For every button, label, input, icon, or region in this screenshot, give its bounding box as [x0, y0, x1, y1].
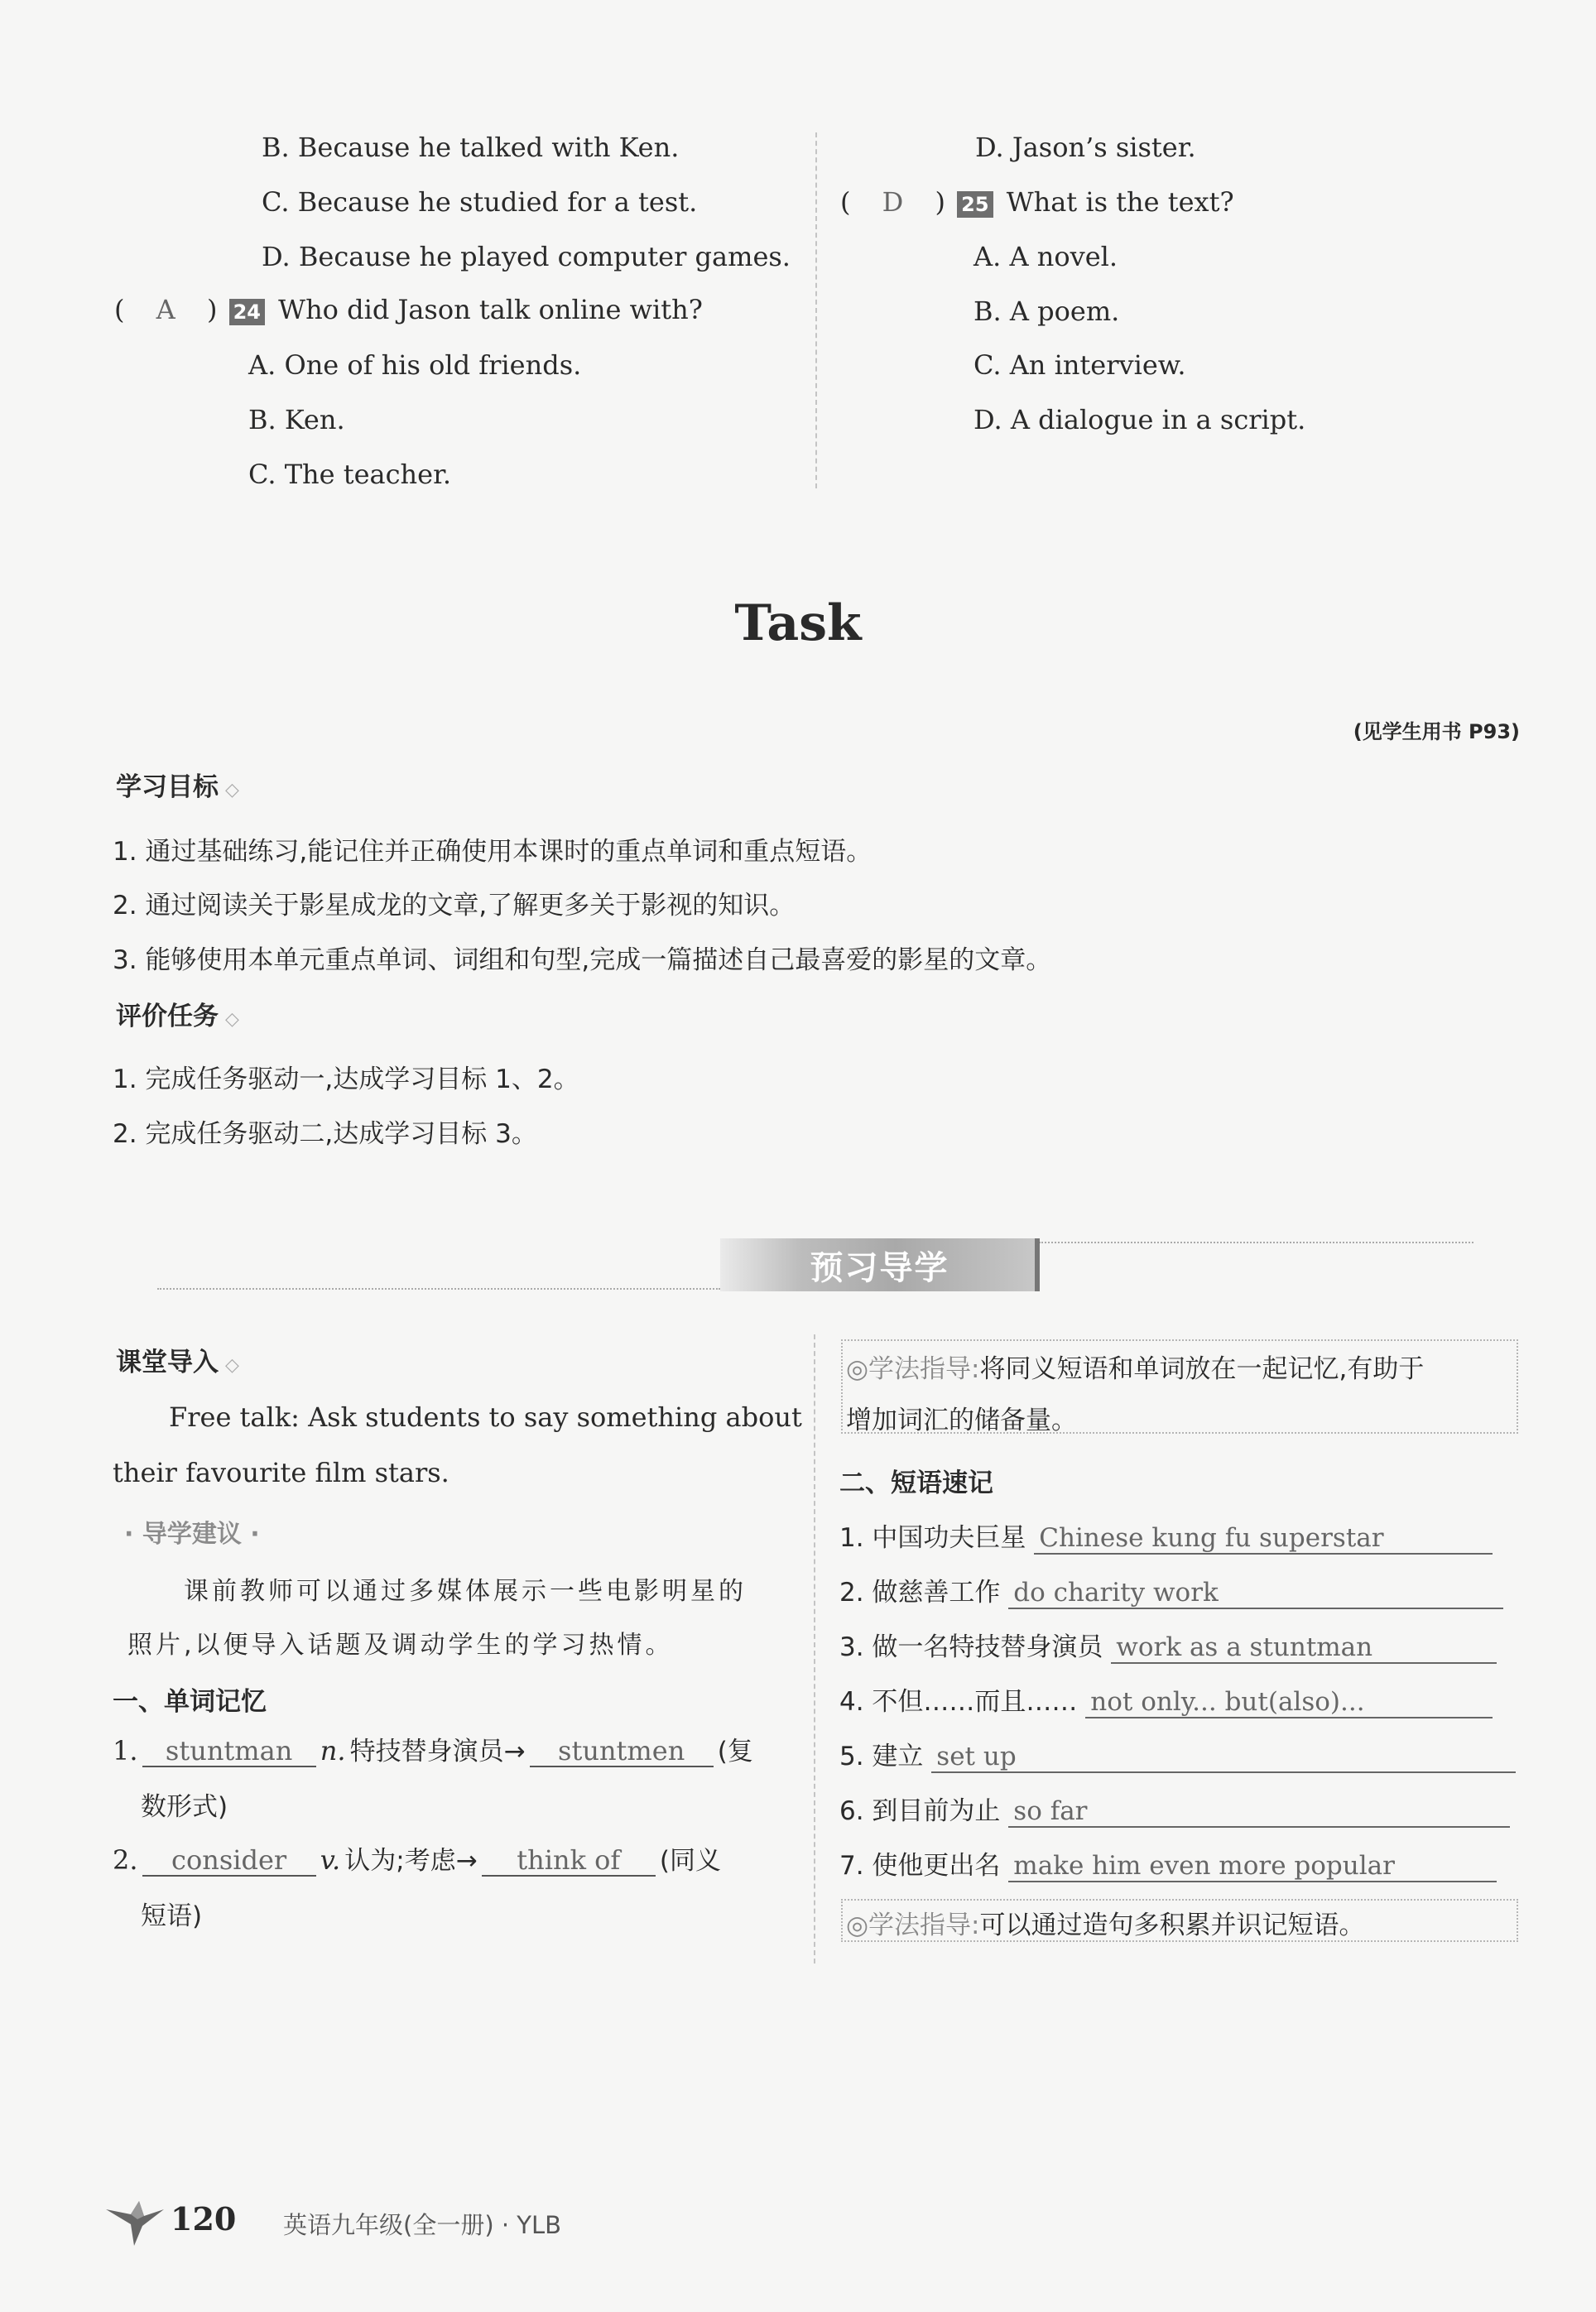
- guide-label: · 导学建议 ·: [124, 1520, 260, 1549]
- vocab-note: (同义: [659, 1846, 721, 1876]
- vocab-answer-2b: think of: [482, 1845, 656, 1877]
- goal-item-2: 2. 通过阅读关于影星成龙的文章,了解更多关于影视的知识。: [113, 891, 796, 920]
- guide-text-line1: 课前教师可以通过多媒体展示一些电影明星的: [184, 1577, 747, 1606]
- intro-heading: [116, 1341, 239, 1378]
- intro-text-line1: Free talk: Ask students to say something about: [169, 1401, 802, 1433]
- goals-heading-text: 学习目标: [116, 772, 219, 802]
- study-tip-box: [841, 1339, 1518, 1434]
- tip-line1: [846, 1348, 1424, 1385]
- vocab-answer-1: stuntman: [142, 1736, 316, 1767]
- phrase-item: [839, 1735, 1516, 1773]
- tip-text: 可以通过造句多积累并识记短语。: [979, 1911, 1365, 1940]
- reference-note: (见学生用书 P93): [1353, 720, 1520, 743]
- banner-right-line: [1039, 1242, 1473, 1243]
- phrase-answer: work as a stuntman: [1111, 1632, 1497, 1664]
- tip-line2: 增加词汇的储备量。: [846, 1406, 1077, 1435]
- vocab-pos: v.: [320, 1844, 341, 1876]
- phrase-item: [839, 1571, 1503, 1609]
- task-title: Task: [734, 594, 862, 652]
- evaluation-item-1: 1. 完成任务驱动一,达成学习目标 1、2。: [113, 1065, 579, 1094]
- q24-option-b: B. Ken.: [248, 404, 345, 435]
- option-d-right: D. Jason’s sister.: [975, 132, 1196, 163]
- phrase-item: [839, 1626, 1497, 1664]
- vocab-heading: 一、单词记忆: [113, 1687, 267, 1717]
- phrase-item: [839, 1516, 1493, 1555]
- vocab-note: (复: [717, 1737, 753, 1766]
- paren-close: ): [935, 186, 945, 218]
- vocab-item-1: [113, 1730, 753, 1767]
- diamond-icon: ◇: [225, 1355, 239, 1376]
- answer-24: A: [156, 294, 175, 325]
- vocab-note-cont: 数形式): [141, 1792, 228, 1822]
- evaluation-heading: [116, 995, 239, 1032]
- goal-item-3: 3. 能够使用本单元重点单词、词组和句型,完成一篇描述自己最喜爱的影星的文章。: [113, 945, 1052, 975]
- column-divider-bottom: [814, 1334, 815, 1964]
- tip-label: ◎学法指导:: [846, 1911, 980, 1940]
- phrase-cn: 1. 中国功夫巨星: [839, 1523, 1026, 1553]
- phrase-cn: 6. 到目前为止: [839, 1796, 1001, 1826]
- phrase-cn: 5. 建立: [839, 1742, 924, 1771]
- phrase-answer: do charity work: [1008, 1578, 1503, 1609]
- phrase-item: [839, 1790, 1510, 1828]
- vocab-answer-2: consider: [142, 1845, 316, 1877]
- question-25-text: What is the text?: [1006, 186, 1234, 218]
- option-b: B. Because he talked with Ken.: [262, 132, 680, 163]
- option-d: D. Because he played computer games.: [262, 241, 791, 272]
- phrase-answer: make him even more popular: [1008, 1851, 1497, 1882]
- paren-open: (: [114, 294, 125, 325]
- phrase-answer: not only... but(also)...: [1085, 1687, 1493, 1718]
- diamond-icon: ◇: [225, 1009, 239, 1030]
- origami-crane-icon: [106, 2198, 164, 2247]
- paren-close: ): [206, 294, 218, 325]
- phrase-cn: 4. 不但……而且……: [839, 1687, 1078, 1717]
- banner-left-line: [157, 1288, 720, 1290]
- preview-banner: 预习导学: [720, 1238, 1039, 1291]
- phrase-item: [839, 1844, 1497, 1882]
- q25-option-a: A. A novel.: [973, 241, 1118, 272]
- evaluation-heading-text: 评价任务: [116, 1002, 219, 1031]
- paren-open: (: [840, 186, 851, 218]
- page-number: 120: [171, 2200, 237, 2237]
- banner-bar: [1035, 1238, 1040, 1291]
- q24-option-a: A. One of his old friends.: [248, 349, 582, 381]
- question-25: [840, 185, 1234, 219]
- evaluation-item-2: 2. 完成任务驱动二,达成学习目标 3。: [113, 1119, 537, 1149]
- question-number-badge: 25: [957, 191, 993, 218]
- goal-item-1: 1. 通过基础练习,能记住并正确使用本课时的重点单词和重点短语。: [113, 837, 873, 867]
- vocab-item-2: [113, 1839, 721, 1877]
- q25-option-b: B. A poem.: [973, 296, 1120, 327]
- diamond-icon: ◇: [225, 780, 239, 800]
- vocab-meaning: 认为;考虑→: [344, 1846, 478, 1876]
- phrase-answer: Chinese kung fu superstar: [1034, 1523, 1493, 1555]
- vocab-answer-1b: stuntmen: [530, 1736, 714, 1767]
- q25-option-c: C. An interview.: [973, 349, 1186, 381]
- intro-text-line2: their favourite film stars.: [113, 1457, 449, 1488]
- phrase-answer: so far: [1008, 1796, 1510, 1828]
- tip-label: ◎学法指导:: [846, 1354, 980, 1384]
- question-24-text: Who did Jason talk online with?: [278, 294, 703, 325]
- vocab-num: 2.: [113, 1844, 138, 1876]
- phrase-cn: 3. 做一名特技替身演员: [839, 1632, 1103, 1662]
- vocab-meaning: 特技替身演员→: [349, 1737, 526, 1766]
- phrase-item: [839, 1680, 1493, 1718]
- option-c: C. Because he studied for a test.: [262, 186, 698, 218]
- vocab-num: 1.: [113, 1735, 138, 1766]
- q25-option-d: D. A dialogue in a script.: [973, 404, 1306, 435]
- column-divider-top: [815, 132, 817, 488]
- phrase-answer: set up: [931, 1742, 1516, 1773]
- goals-heading: [116, 766, 239, 803]
- question-24: [114, 293, 703, 326]
- study-tip-box-2: [841, 1899, 1518, 1942]
- phrase-cn: 7. 使他更出名: [839, 1851, 1001, 1881]
- tip2-line: [846, 1904, 1365, 1941]
- phrase-cn: 2. 做慈善工作: [839, 1578, 1001, 1608]
- phrases-heading: 二、短语速记: [839, 1468, 993, 1498]
- question-number-badge: 24: [229, 299, 265, 325]
- guide-text-line2: 照片,以便导入话题及调动学生的学习热情。: [127, 1631, 674, 1660]
- tip-text: 将同义短语和单词放在一起记忆,有助于: [979, 1354, 1425, 1384]
- intro-heading-text: 课堂导入: [116, 1348, 219, 1377]
- book-title: 英语九年级(全一册) · YLB: [283, 2211, 562, 2239]
- vocab-pos: n.: [320, 1735, 346, 1766]
- q24-option-c: C. The teacher.: [248, 459, 452, 490]
- vocab-note-cont: 短语): [141, 1901, 203, 1931]
- answer-25: D: [882, 186, 904, 218]
